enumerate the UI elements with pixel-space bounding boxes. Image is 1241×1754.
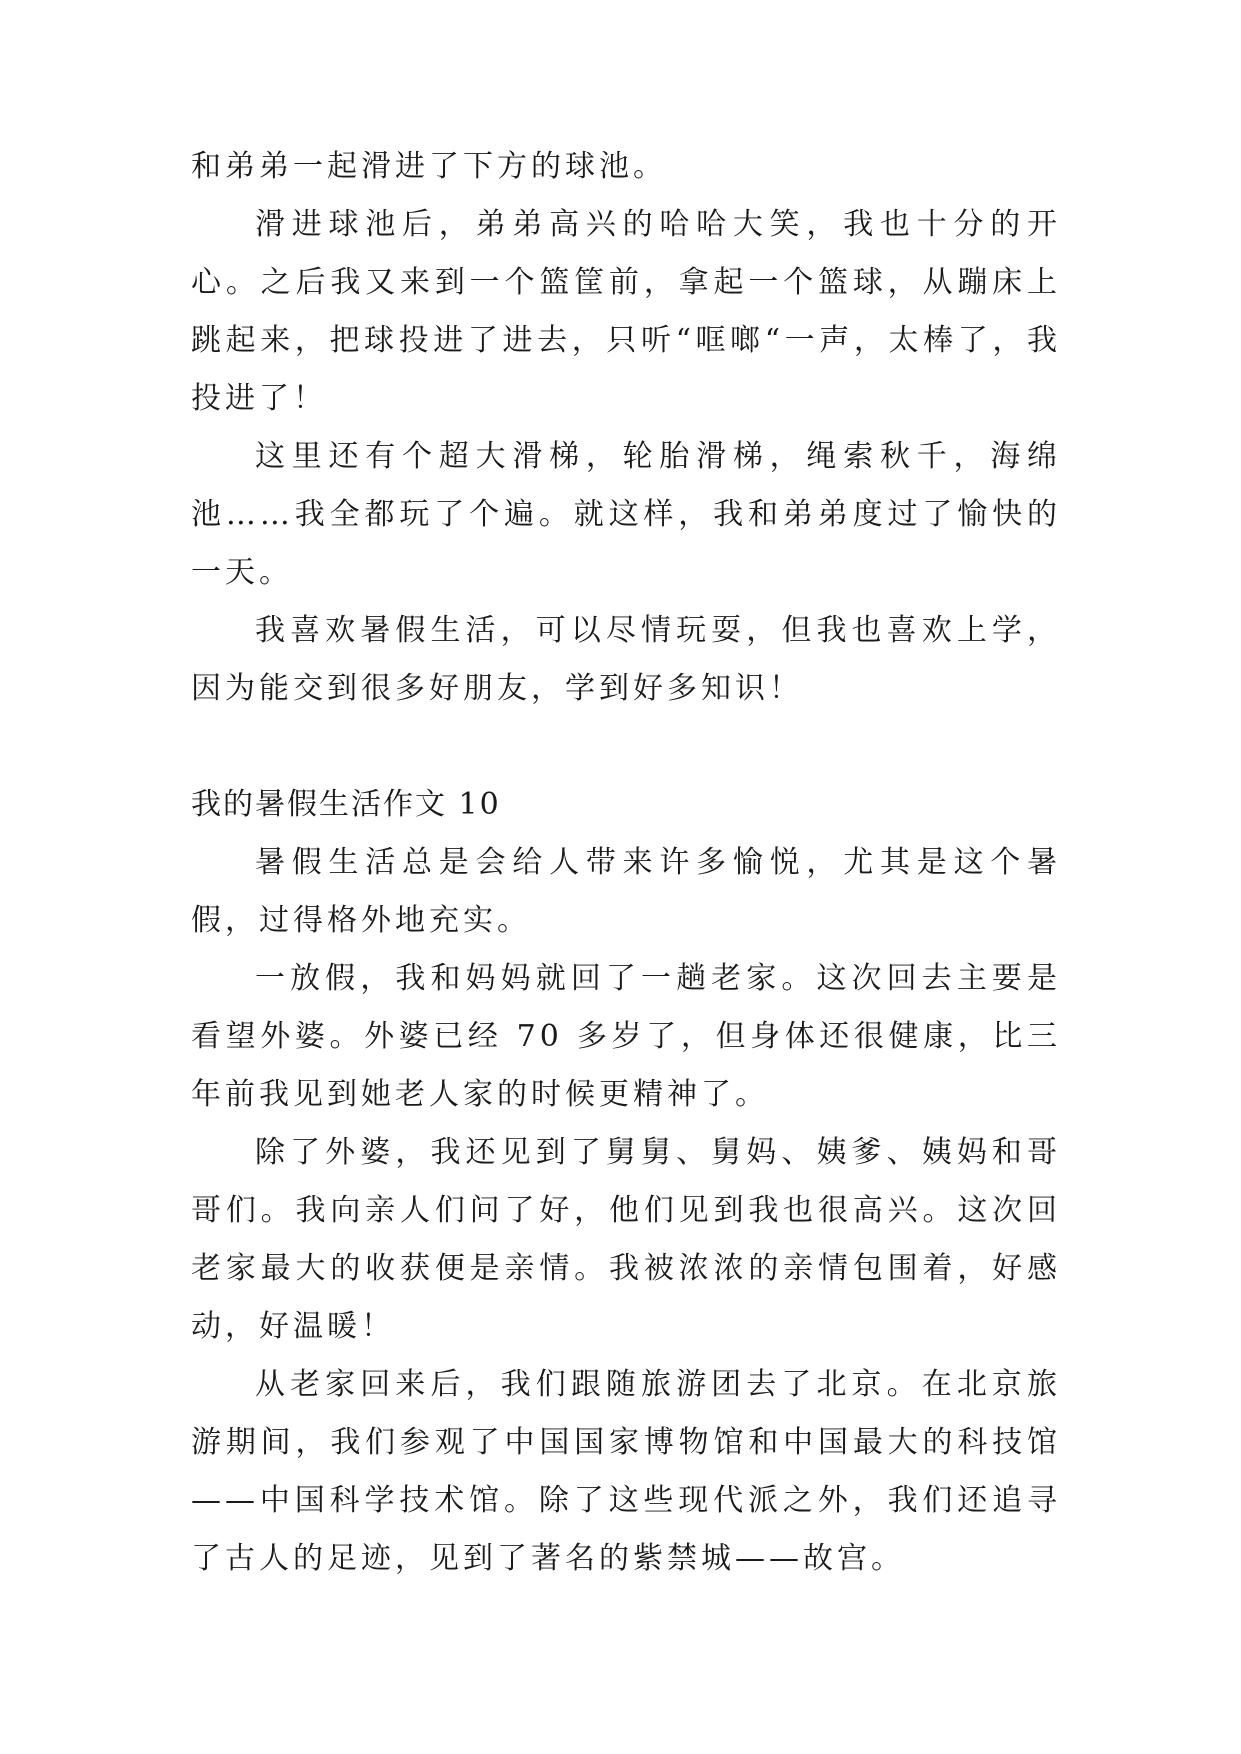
paragraph-beijing: 从老家回来后，我们跟随旅游团去了北京。在北京旅游期间，我们参观了中国国家博物馆和中国最大的科技馆——中国科学技术馆。除了这些现代派之外，我们还追寻了古人的足迹，见到了著名的紫禁城——故宫。 [191,1367,1061,1576]
paragraph-summer-vs-school: 我喜欢暑假生活，可以尽情玩耍，但我也喜欢上学，因为能交到很多好朋友，学到好多知识！ [191,613,1061,706]
paragraph-ball-pit: 滑进球池后，弟弟高兴的哈哈大笑，我也十分的开心。之后我又来到一个篮筐前，拿起一个篮球，从蹦床上跳起来，把球投进了进去，只听“哐啷“一声，太棒了，我投进了！ [191,207,1061,416]
section-gap [191,718,1061,776]
paragraph-intro: 暑假生活总是会给人带来许多愉悦，尤其是这个暑假，过得格外地充实。 [191,845,1061,938]
paragraph-relatives: 除了外婆，我还见到了舅舅、舅妈、姨爹、姨妈和哥哥们。我向亲人们问了好，他们见到我也很高兴。这次回老家最大的收获便是亲情。我被浓浓的亲情包围着，好感动，好温暖！ [191,1135,1061,1344]
section-title: 我的暑假生活作文 10 [191,787,501,822]
paragraph-slides: 这里还有个超大滑梯，轮胎滑梯，绳索秋千，海绵池……我全都玩了个遍。就这样，我和弟弟度过了愉快的一天。 [191,439,1061,590]
paragraph-hometown: 一放假，我和妈妈就回了一趟老家。这次回去主要是看望外婆。外婆已经 70 多岁了，但身体还很健康，比三年前我见到她老人家的时候更精神了。 [191,961,1061,1112]
document-body [191,138,1061,1588]
paragraph-continuation: 和弟弟一起滑进了下方的球池。 [191,149,667,184]
